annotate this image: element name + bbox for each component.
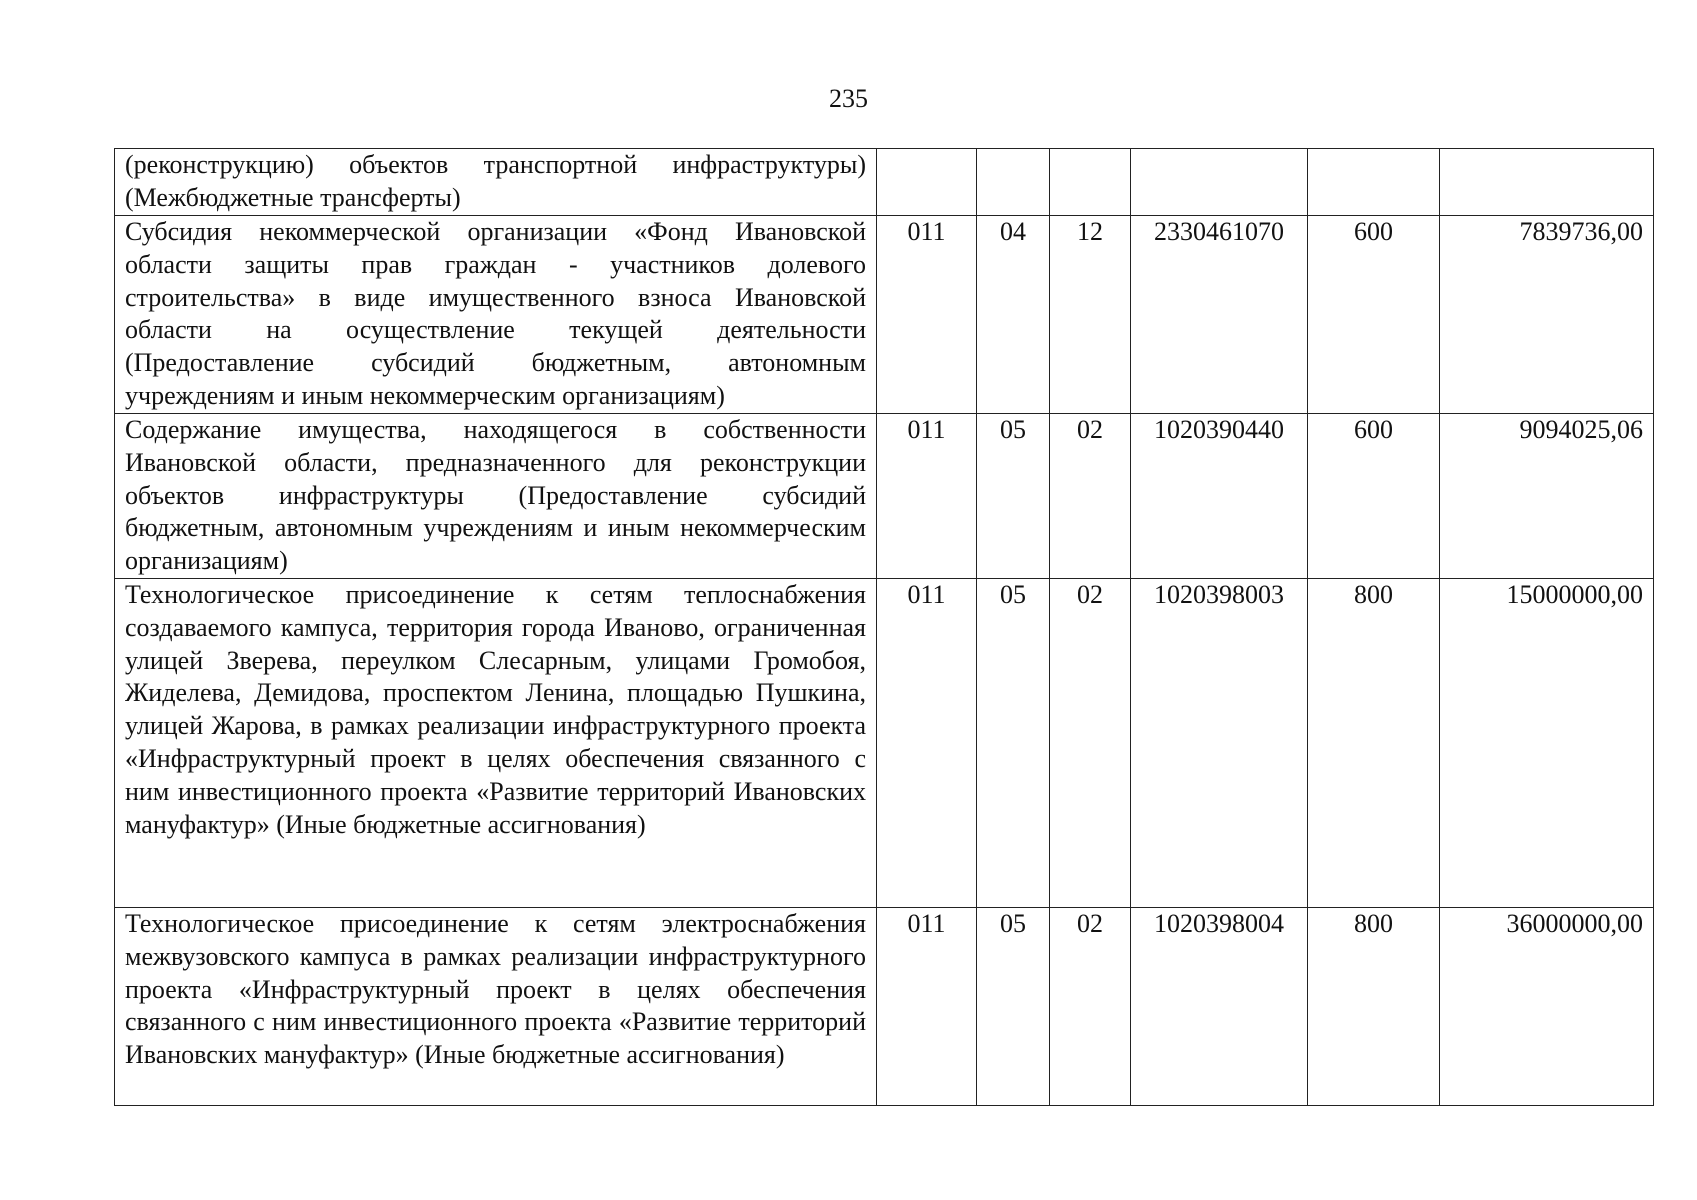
row-description: Технологическое присоединение к сетям теплоснабжения создаваемого кампуса, территория города Иваново, ограниченная улицей Зверева, переулком Слесарным, улицами Громобоя, Жиделева, Демидова, проспектом Ленина, площадью Пушкина, улицей Жарова, в рамках реализации инфраструктурного проекта «Инфраструктурный проект в целях обеспечения связанного с ним инвестиционного проекта «Развитие территорий Ивановских мануфактур» (Иные бюджетные ассигнования) — [115, 579, 877, 908]
row-subsection-code — [1050, 149, 1131, 216]
row-target-item-code: 1020398003 — [1131, 579, 1308, 908]
row-description: Технологическое присоединение к сетям электроснабжения межвузовского кампуса в рамках реализации инфраструктурного проекта «Инфраструктурный проект в целях обеспечения связанного с ним инвестиционного проекта «Развитие территорий Ивановских мануфактур» (Иные бюджетные ассигнования) — [115, 908, 877, 1106]
row-target-item-code: 1020398004 — [1131, 908, 1308, 1106]
row-subsection-code: 12 — [1050, 216, 1131, 414]
row-amount: 7839736,00 — [1440, 216, 1654, 414]
row-amount: 15000000,00 — [1440, 579, 1654, 908]
row-section-code — [977, 149, 1050, 216]
row-description: Субсидия некоммерческой организации «Фонд Ивановской области защиты прав граждан - участников долевого строительства» в виде имущественного взноса Ивановской области на осуществление текущей деятельности (Предоставление субсидий бюджетным, автономным учреждениям и иным некоммерческим организациям) — [115, 216, 877, 414]
row-ministry-code: 011 — [877, 579, 977, 908]
row-target-item-code — [1131, 149, 1308, 216]
row-ministry-code: 011 — [877, 216, 977, 414]
row-section-code: 05 — [977, 579, 1050, 908]
row-section-code: 05 — [977, 908, 1050, 1106]
table-row — [115, 579, 1654, 908]
row-section-code: 05 — [977, 414, 1050, 579]
table-row — [115, 149, 1654, 216]
row-target-item-code: 2330461070 — [1131, 216, 1308, 414]
row-expense-type-code: 800 — [1308, 908, 1440, 1106]
row-amount — [1440, 149, 1654, 216]
row-expense-type-code: 600 — [1308, 216, 1440, 414]
table-row — [115, 414, 1654, 579]
row-expense-type-code — [1308, 149, 1440, 216]
row-ministry-code: 011 — [877, 908, 977, 1106]
row-ministry-code: 011 — [877, 414, 977, 579]
budget-table — [114, 148, 1654, 1106]
row-expense-type-code: 800 — [1308, 579, 1440, 908]
row-ministry-code — [877, 149, 977, 216]
row-amount: 9094025,06 — [1440, 414, 1654, 579]
row-amount: 36000000,00 — [1440, 908, 1654, 1106]
table-row — [115, 216, 1654, 414]
row-subsection-code: 02 — [1050, 414, 1131, 579]
row-description: (реконструкцию) объектов транспортной инфраструктуры) (Межбюджетные трансферты) — [115, 149, 877, 216]
page-number: 235 — [829, 84, 868, 113]
row-description: Содержание имущества, находящегося в собственности Ивановской области, предназначенного для реконструкции объектов инфраструктуры (Предоставление субсидий бюджетным, автономным учреждениям и иным некоммерческим организациям) — [115, 414, 877, 579]
row-subsection-code: 02 — [1050, 908, 1131, 1106]
row-expense-type-code: 600 — [1308, 414, 1440, 579]
row-subsection-code: 02 — [1050, 579, 1131, 908]
table-row — [115, 908, 1654, 1106]
row-target-item-code: 1020390440 — [1131, 414, 1308, 579]
row-section-code: 04 — [977, 216, 1050, 414]
